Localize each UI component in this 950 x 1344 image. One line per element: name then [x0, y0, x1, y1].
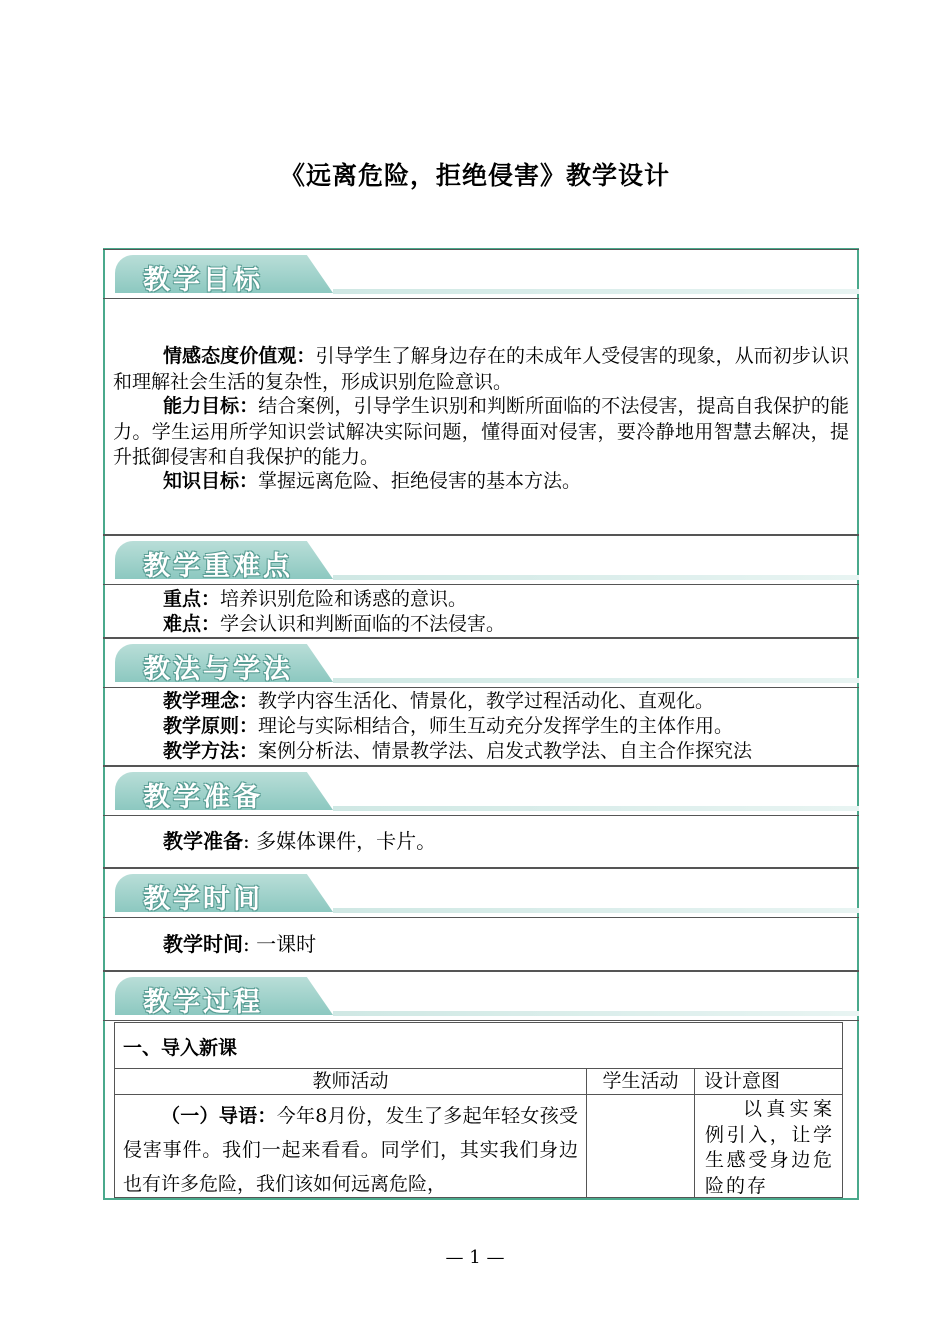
preparation-line: 教学准备: 多媒体课件，卡片。 [163, 829, 437, 853]
section-header [103, 971, 859, 1021]
section-header [103, 249, 859, 299]
teaching-method: 教学方法：案例分析法、情景教学法、启发式教学法、自主合作探究法 [163, 740, 753, 762]
objective-ability: 能力目标：结合案例，引导学生识别和判断所面临的不法侵害，提高自我保护的能力。学生运用所学知识尝试解决实际问题，懂得面对侵害，要冷静地用智慧去解决，提升抵御侵害和自我保护的能力。 [113, 395, 849, 468]
key-point: 重点：培养识别危险和诱惑的意识。 [163, 588, 468, 610]
section-heading: 教学重难点 [143, 551, 293, 582]
process-table [114, 1022, 843, 1198]
section-time [103, 868, 859, 970]
section-header [103, 638, 859, 688]
section-key-points [103, 535, 859, 637]
difficult-point: 难点：学会认识和判断面临的不法侵害。 [163, 613, 506, 635]
section-heading: 教学目标 [143, 265, 263, 296]
section-preparation [103, 766, 859, 867]
column-header-teacher: 教师活动 [115, 1069, 587, 1095]
objective-knowledge: 知识目标：掌握远离危险、拒绝侵害的基本方法。 [163, 470, 582, 492]
section-header [103, 535, 859, 585]
process-part-row [115, 1023, 842, 1069]
student-activity-cell [587, 1095, 695, 1197]
section-objectives [103, 249, 859, 535]
teaching-concept: 教学理念：教学内容生活化、情景化，教学过程活动化、直观化。 [163, 690, 715, 712]
document-title: 《远离危险，拒绝侵害》教学设计 [279, 161, 670, 190]
section-heading: 教法与学法 [143, 654, 293, 685]
section-header [103, 868, 859, 918]
section-heading: 教学过程 [143, 987, 263, 1018]
column-header-student: 学生活动 [587, 1069, 695, 1095]
objective-affective: 情感态度价值观：引导学生了解身边存在的未成年人受侵害的现象，从而初步认识和理解社会生活的复杂性，形成识别危险意识。 [113, 345, 849, 393]
column-header-intent: 设计意图 [695, 1069, 842, 1095]
section-header [103, 766, 859, 816]
section-process [103, 971, 859, 1021]
page-number: — 1 — [445, 1247, 505, 1268]
time-line: 教学时间: 一课时 [163, 932, 317, 956]
section-methods [103, 638, 859, 765]
design-intent-cell: 以真实案例引入，让学生感受身边危险的存 [705, 1098, 834, 1197]
process-part-title: 一、导入新课 [123, 1037, 238, 1059]
section-heading: 教学时间 [143, 884, 263, 915]
teacher-activity-cell: （一）导语：今年8月份，发生了多起年轻女孩受侵害事件。我们一起来看看。同学们，其实我们身边也有许多危险，我们该如何远离危险， [115, 1095, 587, 1197]
section-heading: 教学准备 [143, 782, 263, 813]
teaching-principle: 教学原则：理论与实际相结合，师生互动充分发挥学生的主体作用。 [163, 715, 734, 737]
